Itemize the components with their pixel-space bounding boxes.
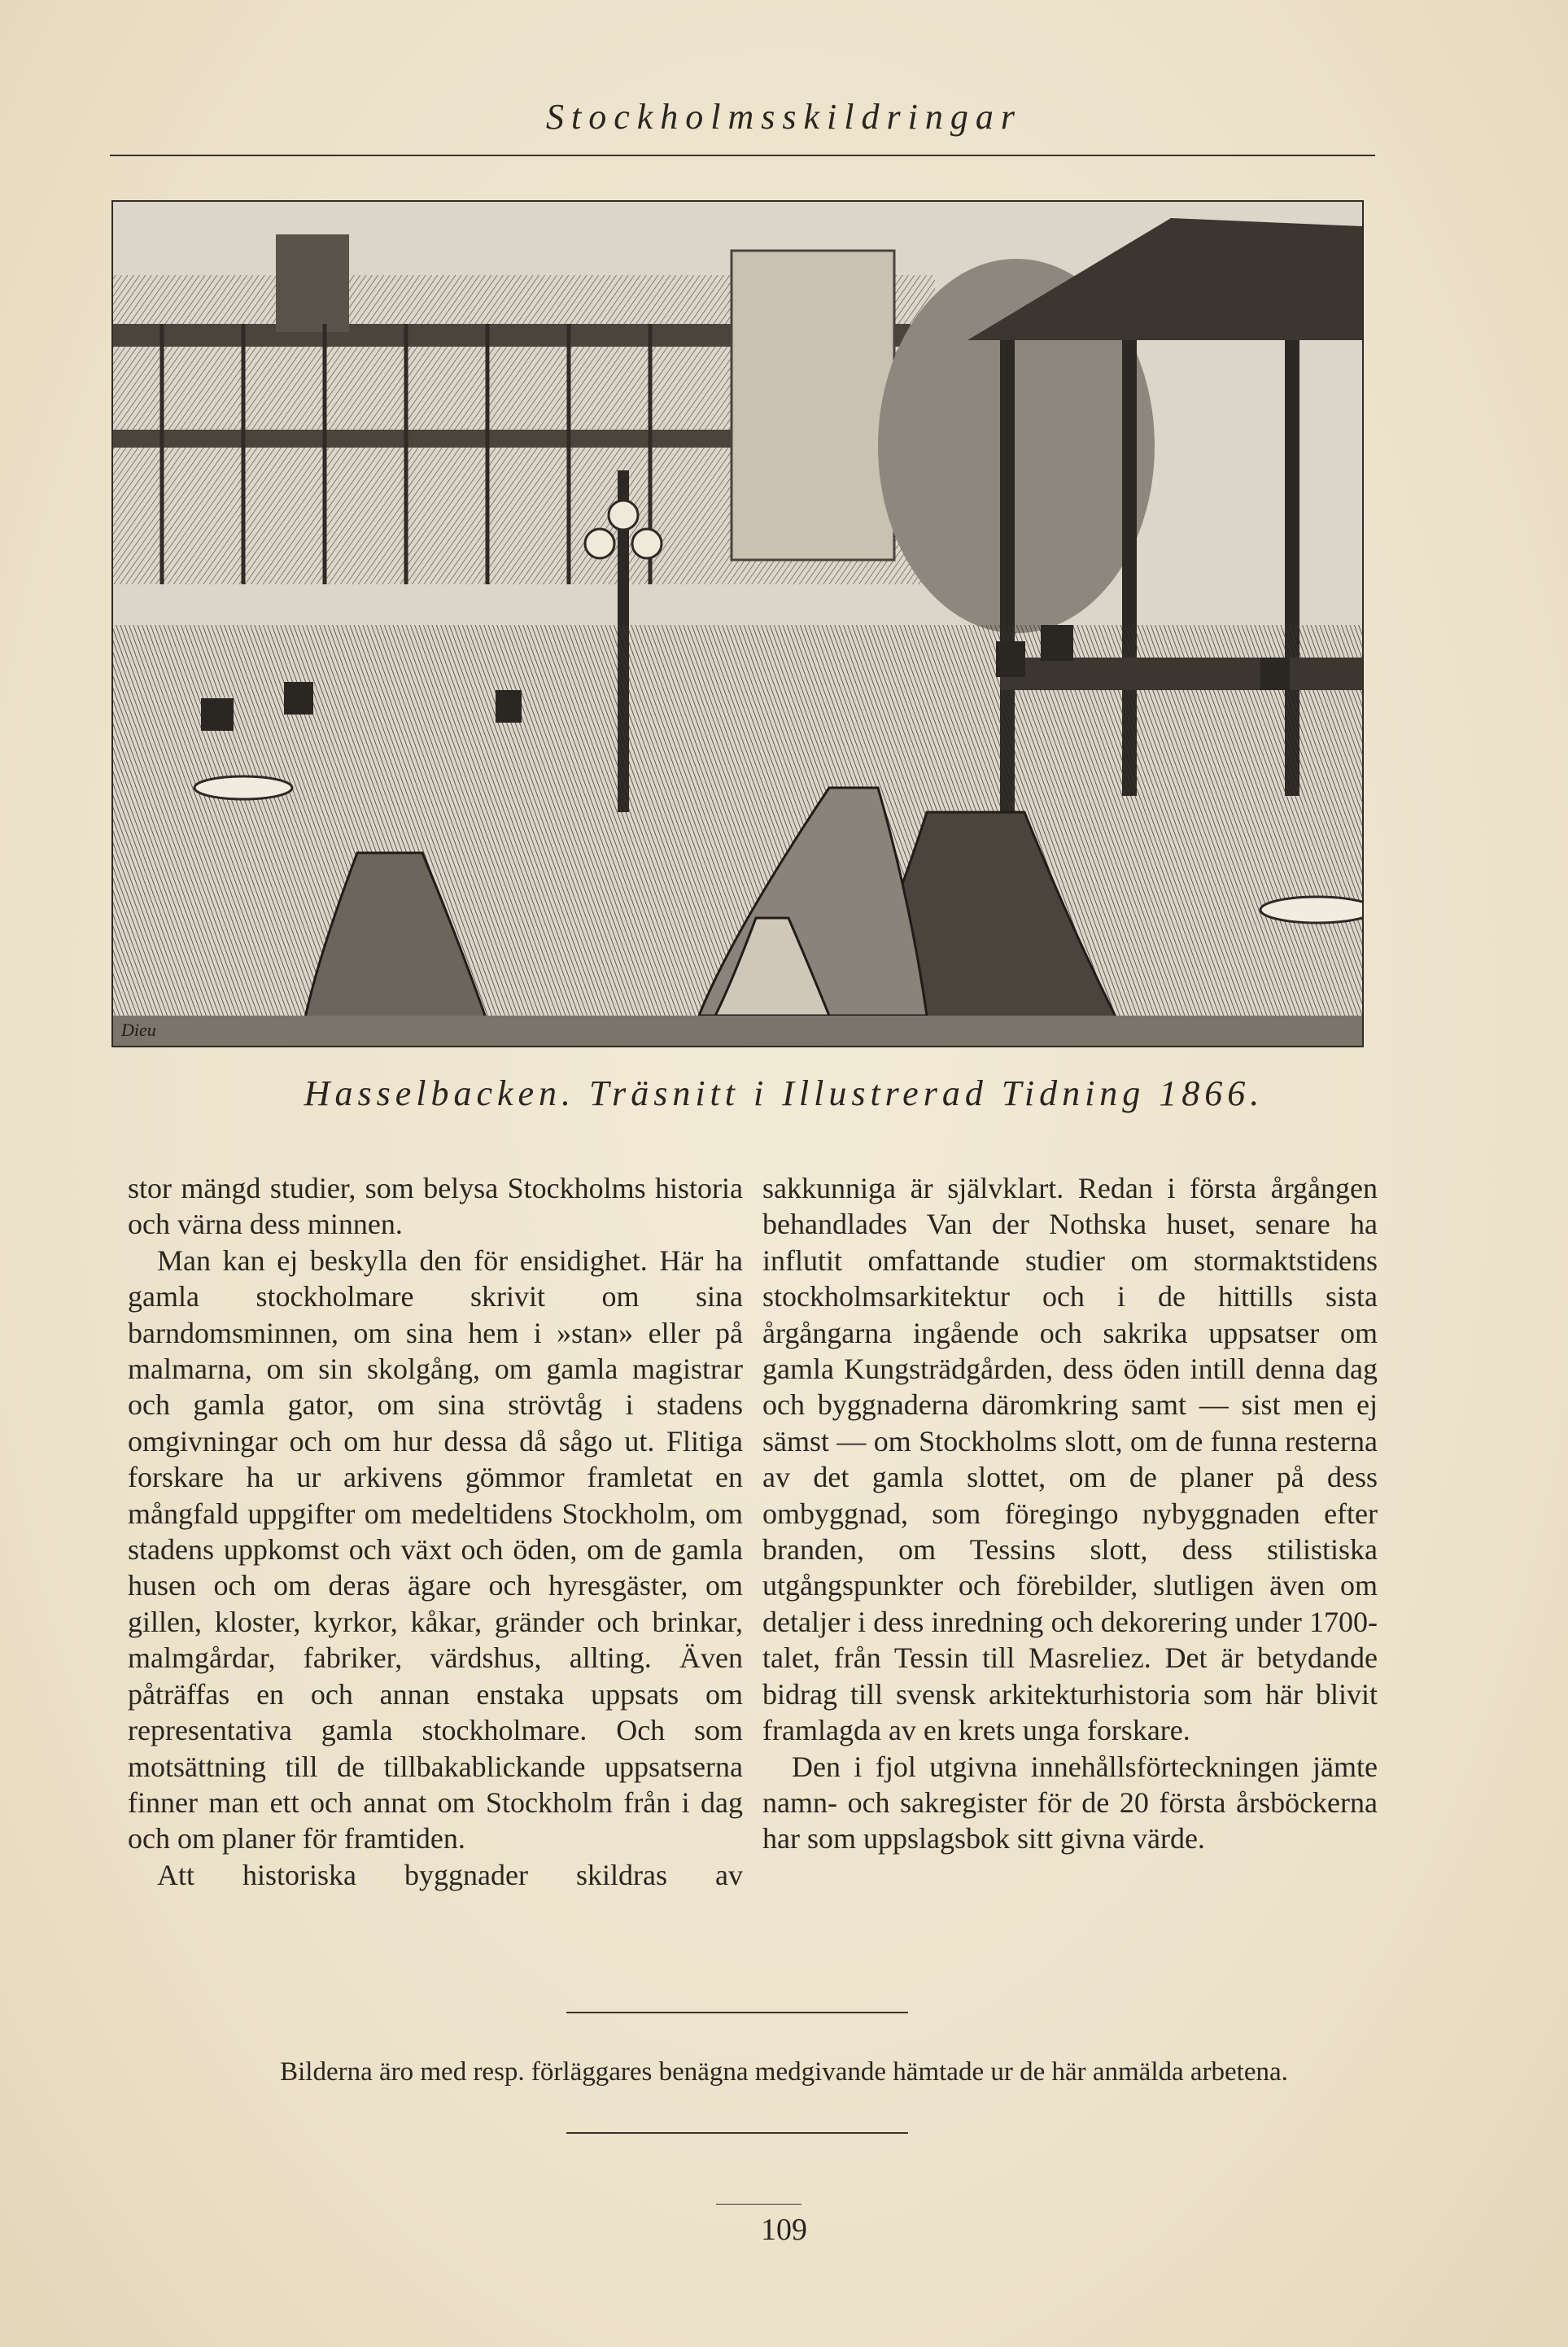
- paragraph: Att historiska byggnader skildras av: [157, 1858, 743, 1891]
- figure-caption: Hasselbacken. Träsnitt i Illustrerad Tidning 1866.: [304, 1073, 1264, 1113]
- footnote-rule-top: [566, 2012, 908, 2013]
- header-rule: [110, 155, 1375, 156]
- paragraph: Den i fjol utgivna innehållsförteckningen jämte namn- och sakregister för de 20 första årsböckerna har som uppslagsbok sitt givna värde.: [762, 1750, 1378, 1855]
- page-number: 109: [761, 2213, 807, 2247]
- running-header: Stockholmsskildringar: [546, 97, 1022, 137]
- paragraph: sakkunniga är självklart. Redan i första årgången behandlades Van der Nothska huset, senare ha influtit omfattande studier om stormaktstidens stockholmsarkitektur och i de hittills sista årgångarna ingående och sakrika uppsatser om gamla Kungsträdgården, dess öden intill denna dag och byggnaderna däromkring samt — sist men ej sämst — om Stockholms slott, om de funna resterna av det gamla slottet, om de planer på dess ombyggnad, som föregingo nybyggnaden efter branden, om Tessins slott, dess stilistiska utgångspunkter och förebilder, slutligen även om detaljer i dess inredning och dekorering under 1700-talet, från Tessin till Masreliez. Det är betydande bidrag till svensk arkitekturhistoria som här blivit framlagda av en krets unga forskare.: [762, 1172, 1378, 1747]
- footnote-rule-bottom: [566, 2132, 908, 2134]
- engraving-illustration: [111, 200, 1364, 1047]
- footnote: Bilderna äro med resp. förläggares benägna medgivande hämtade ur de här anmälda arbetena.: [280, 2057, 1288, 2087]
- right-column: [762, 1170, 1378, 1857]
- engraver-signature: Dieu: [121, 1020, 156, 1040]
- engraving-drawing: [113, 202, 1362, 1046]
- page-number-rule: [716, 2204, 801, 2205]
- paragraph: stor mängd studier, som belysa Stockholms historia och värna dess minnen.: [128, 1172, 743, 1241]
- paragraph: Man kan ej beskylla den för ensidighet. Här ha gamla stockholmare skrivit om sina barndomsminnen, om sina hem i »stan» eller på malmarna, om sin skolgång, om gamla magistrar och gamla gator, om sina strövtåg i stadens omgivningar och om hur dessa då sågo ut. Flitiga forskare ha ur arkivens gömmor framletat en mångfald uppgifter om medeltidens Stockholm, om stadens uppkomst och växt och öden, om de gamla husen och om deras ägare och hyresgäster, om gillen, kloster, kyrkor, kåkar, gränder och brinkar, malmgårdar, fabriker, värdshus, allting. Även påträffas en och annan enstaka uppsats om representativa gamla stockholmare. Och som motsättning till de tillbakablickande uppsatserna finner man ett och annat om Stockholm från i dag och om planer för framtiden.: [128, 1243, 743, 1855]
- left-column: [128, 1170, 743, 1893]
